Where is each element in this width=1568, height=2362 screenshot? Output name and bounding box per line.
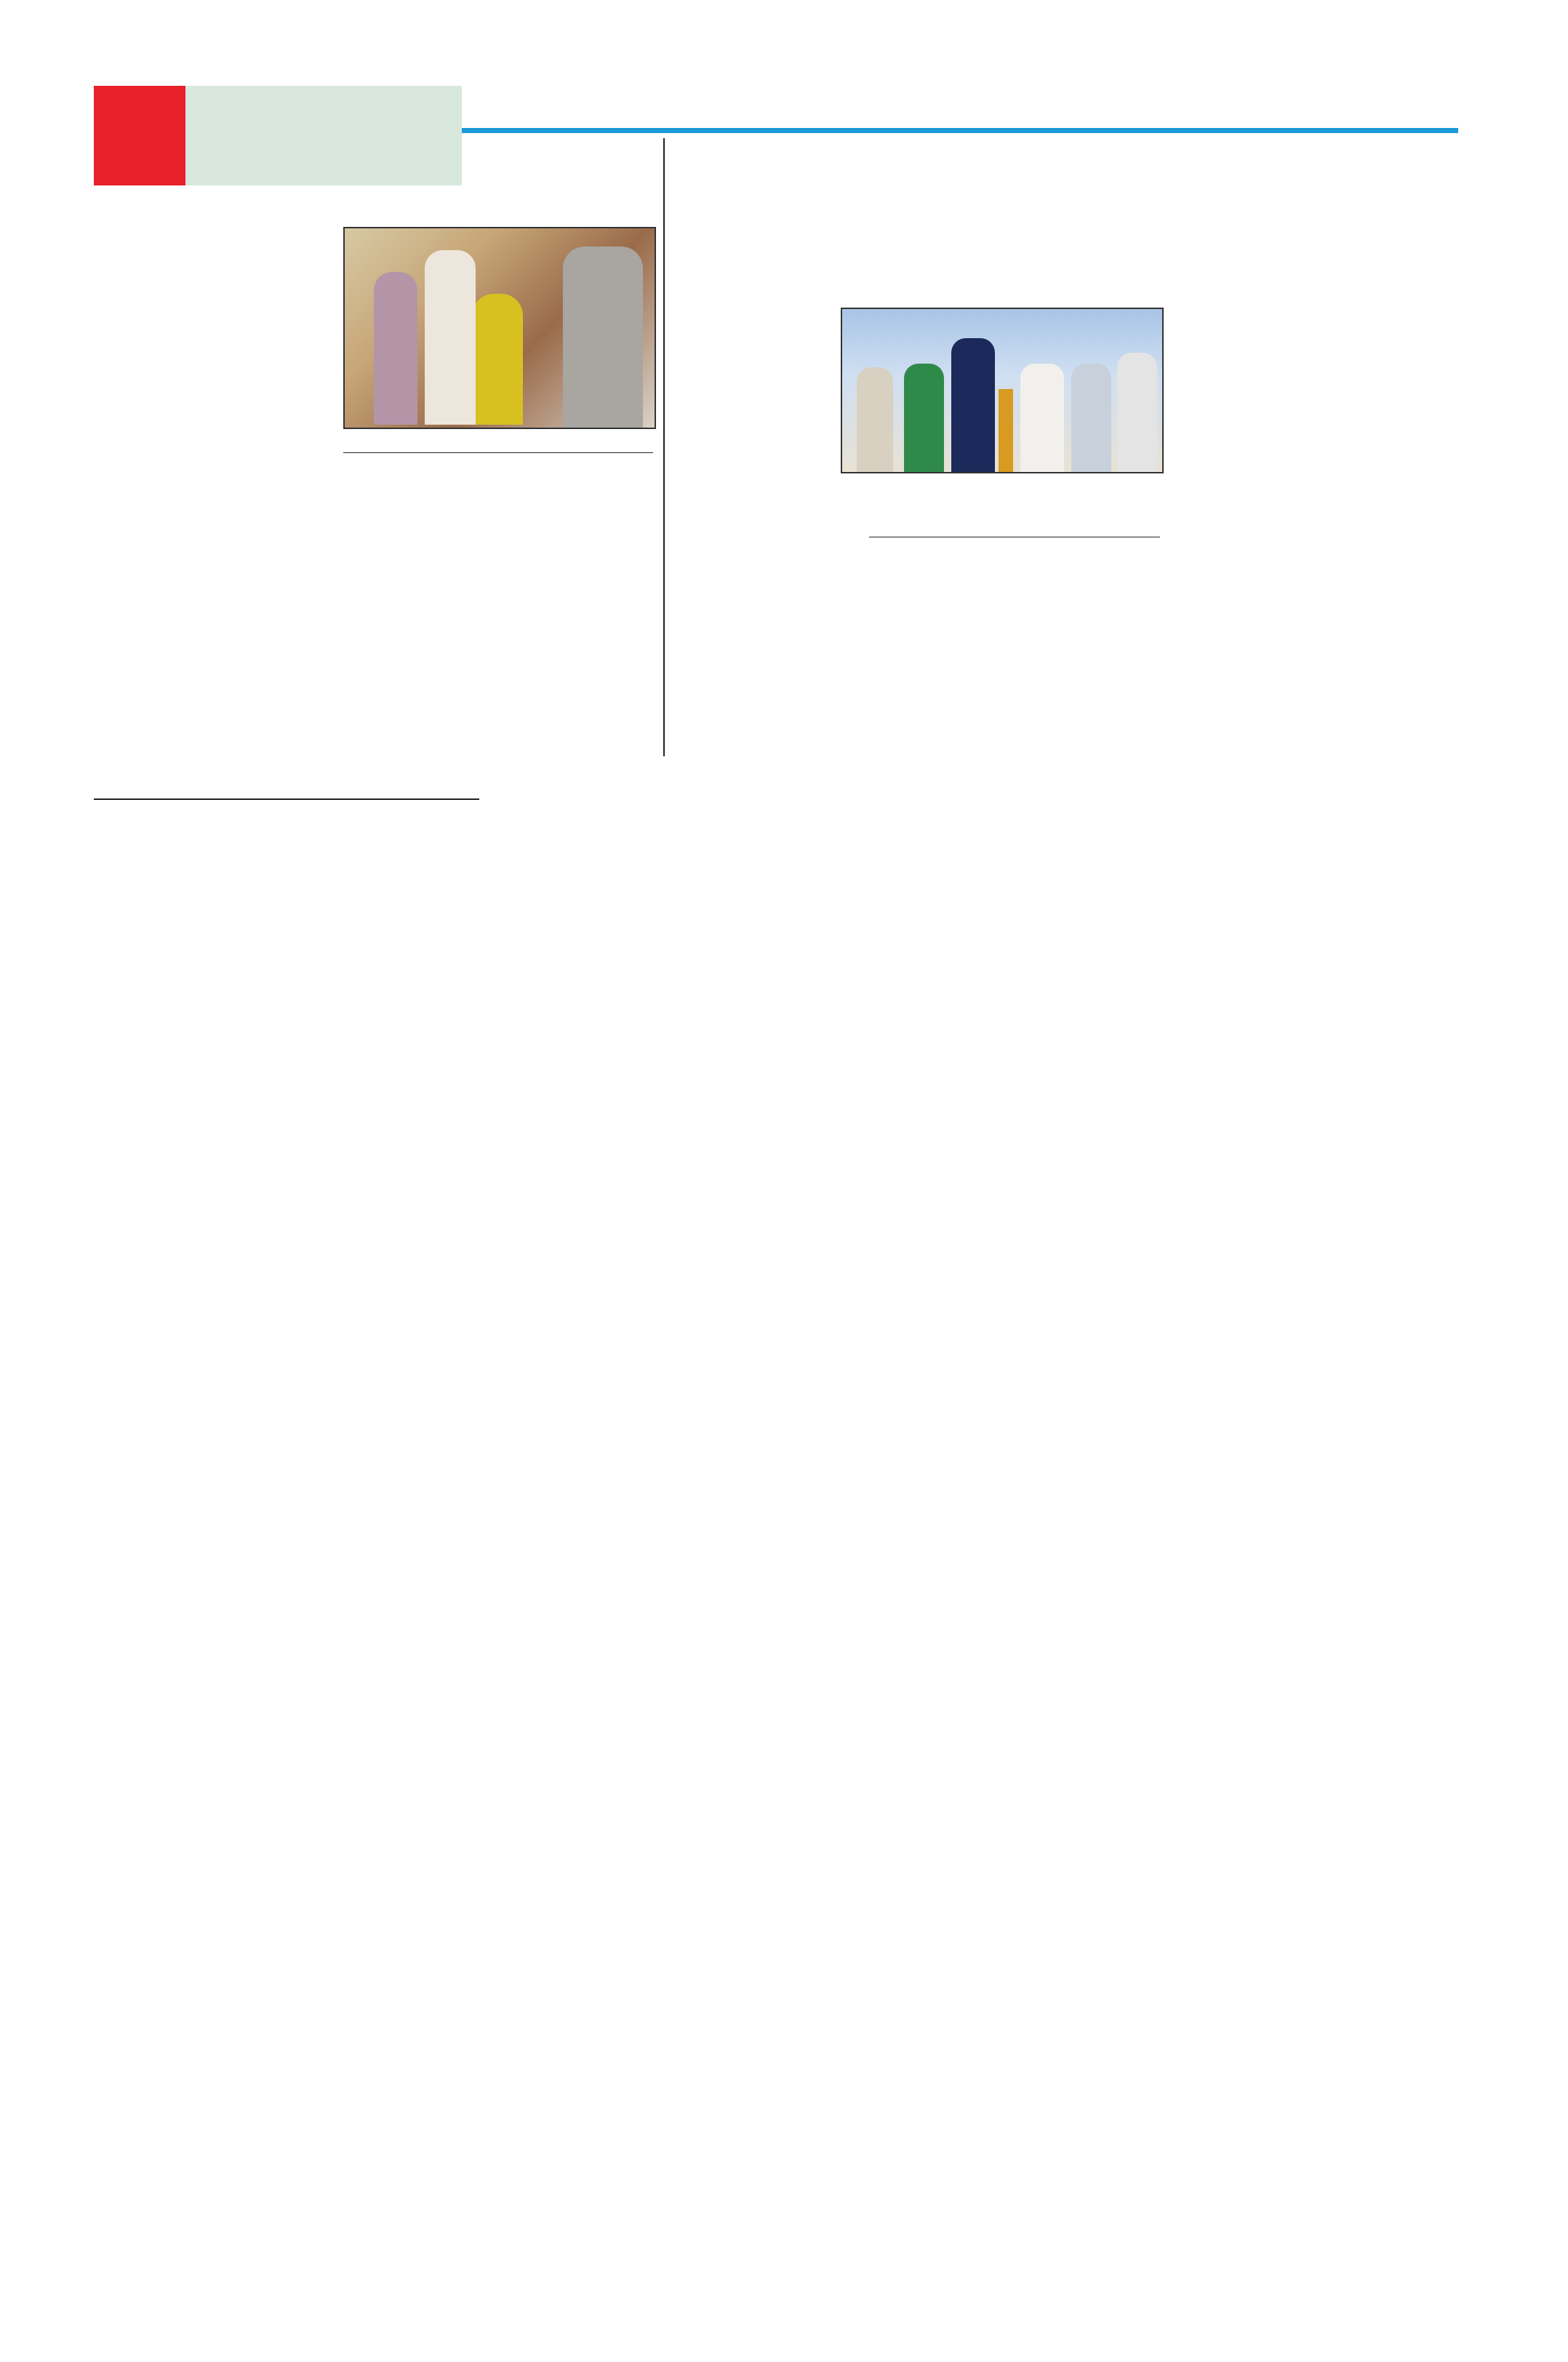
lamp [999, 389, 1013, 472]
masthead-rule [462, 128, 1458, 133]
kuvempu-col3 [1007, 543, 1161, 678]
silk-col1 [109, 225, 320, 756]
silk-col2 [343, 458, 489, 756]
person-2 [904, 364, 944, 472]
silk-photo [343, 227, 656, 429]
person-5 [1071, 364, 1111, 472]
kuvempu-col2 [841, 543, 993, 678]
person-3 [951, 338, 995, 472]
person-6 [1117, 353, 1157, 472]
person-1 [857, 367, 893, 472]
person-mid [425, 250, 476, 425]
section-rule [94, 798, 479, 800]
kuvempu-col4 [1172, 305, 1318, 678]
section-banner [185, 86, 462, 185]
person-left [374, 272, 417, 425]
person-right [563, 247, 643, 428]
caption-rule [343, 452, 653, 453]
kuvempu-col1 [684, 305, 829, 676]
page-number-box [94, 86, 185, 185]
lamp-figure [472, 294, 523, 425]
person-4 [1020, 364, 1064, 472]
kuvempu-photo [841, 308, 1164, 473]
column-divider [663, 138, 665, 756]
silk-col3 [502, 458, 655, 756]
